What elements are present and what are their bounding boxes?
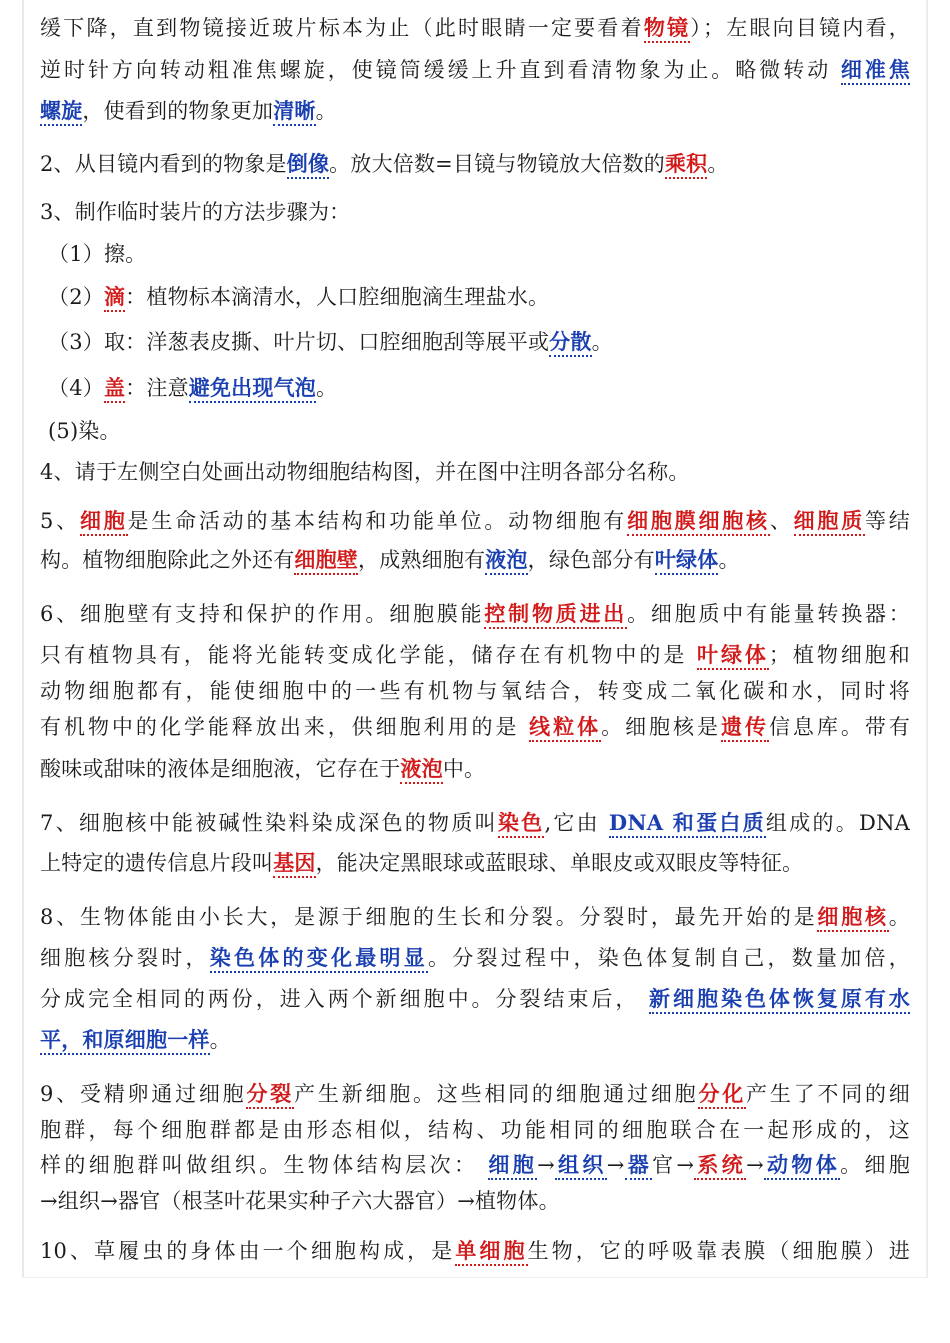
text-run: 5、	[40, 509, 80, 533]
keyword-red: 叶绿体	[697, 642, 769, 670]
line-22	[40, 943, 910, 973]
keyword-red: 滴	[104, 284, 125, 312]
keyword-red: 分裂	[246, 1081, 294, 1109]
text-run: ：注意	[125, 376, 189, 400]
text-run: 产生了不同的细	[746, 1082, 910, 1106]
text-run: 生物，它的呼吸靠表膜（细胞膜）进	[527, 1239, 910, 1263]
text-run: 产生新细胞。这些相同的细胞通过细胞	[294, 1082, 699, 1106]
text-run: 样的细胞群叫做组织。生物体结构层次：	[40, 1153, 489, 1177]
text-run: 。	[315, 99, 337, 123]
keyword-red: 单细胞	[455, 1238, 527, 1266]
text-run: 只有植物具有，能将光能转变成化学能，储存在有机物中的是	[40, 643, 697, 667]
text-run: 动物细胞都有，能使细胞中的一些有机物与氧结合，转变成二氧化碳和水，同时将	[40, 679, 910, 703]
text-run: 3、制作临时装片的方法步骤为：	[40, 200, 351, 224]
text-run: →	[746, 1153, 764, 1177]
keyword-red: 线粒体	[529, 714, 601, 742]
keyword-red: 盖	[104, 375, 125, 403]
text-run: 分成完全相同的两份，进入两个新细胞中。分裂结束后，	[40, 987, 650, 1011]
text-run: 中。	[442, 757, 486, 781]
text-run: 上特定的遗传信息片段叫	[40, 851, 274, 875]
line-12	[40, 506, 910, 536]
keyword-red: 细胞核	[817, 904, 888, 932]
keyword-blue: 细胞	[488, 1152, 537, 1180]
line-04	[40, 149, 910, 179]
text-run: 。放大倍数=目镜与物镜放大倍数的	[329, 152, 665, 176]
page-border-right	[926, 0, 928, 1278]
page-border-left	[22, 0, 24, 1278]
keyword-blue: 细准焦	[841, 57, 910, 85]
text-run: 。	[209, 1028, 231, 1052]
line-27	[40, 1150, 910, 1180]
keyword-red: 遗传	[721, 714, 769, 742]
text-run: 4、请于左侧空白处画出动物细胞结构图，并在图中注明各部分名称。	[40, 460, 690, 484]
text-run: 6、细胞壁有支持和保护的作用。细胞膜能	[40, 602, 485, 626]
text-run: 组成的。DNA	[765, 811, 910, 835]
text-run: ）；左眼向目镜内看，	[690, 16, 910, 40]
text-run: 酸味或甜味的液体是细胞液，它存在于	[40, 757, 401, 781]
keyword-blue: 避免出现气泡	[189, 375, 316, 403]
text-run: 有机物中的化学能释放出来，供细胞利用的是	[40, 715, 530, 739]
keyword-red: 分化	[698, 1081, 746, 1109]
text-run: ,它由	[544, 811, 609, 835]
text-run: 是生命活动的基本结构和功能单位。动物细胞有	[127, 509, 628, 533]
text-run: 10、草履虫的身体由一个细胞构成，是	[40, 1239, 456, 1263]
line-16	[40, 676, 910, 706]
text-run: 。细胞质中有能量转换器：	[627, 602, 910, 626]
text-run: ，绿色部分有	[527, 548, 655, 572]
keyword-red: 细胞质	[794, 508, 865, 536]
text-run: 8、生物体能由小长大，是源于细胞的生长和分裂。分裂时，最先开始的是	[40, 905, 818, 929]
line-08	[48, 327, 910, 357]
line-07	[48, 282, 910, 312]
text-run: ，成熟细胞有	[358, 548, 486, 572]
keyword-red: 细胞	[80, 508, 128, 536]
text-run: 等结	[865, 509, 910, 533]
keyword-blue: 动物体	[764, 1152, 840, 1180]
keyword-red: 基因	[273, 850, 315, 878]
keyword-blue: 清晰	[273, 98, 315, 126]
text-run: 构。植物细胞除此之外还有	[40, 548, 295, 572]
line-26	[40, 1115, 910, 1145]
text-run: 细胞核分裂时，	[40, 946, 210, 970]
keyword-blue: 液泡	[485, 547, 527, 575]
text-run: 。	[888, 905, 910, 929]
text-run: 9、受精卵通过细胞	[40, 1082, 247, 1106]
line-18	[40, 754, 910, 784]
keyword-blue: 螺旋	[40, 98, 82, 126]
text-run: 。	[707, 152, 729, 176]
text-run: （4）	[48, 376, 104, 400]
keyword-red: 液泡	[400, 756, 442, 784]
line-01	[40, 13, 910, 43]
text-run: →	[537, 1153, 555, 1177]
line-11	[40, 457, 910, 487]
line-03	[40, 96, 910, 126]
keyword-blue: DNA 和蛋白质	[609, 810, 766, 838]
line-17	[40, 712, 910, 742]
text-run: 官→	[652, 1153, 695, 1177]
line-23	[40, 984, 910, 1014]
line-06	[48, 239, 910, 269]
text-run: （1）擦。	[48, 242, 147, 266]
text-run: →组织→器官（根茎叶花果实种子六大器官）→植物体。	[40, 1189, 560, 1213]
keyword-red: 细胞膜细胞核	[627, 508, 770, 536]
keyword-red: 染色	[498, 810, 545, 838]
line-25	[40, 1079, 910, 1109]
line-10	[48, 416, 910, 446]
line-29	[40, 1236, 910, 1266]
line-15	[40, 640, 910, 670]
text-run: →	[606, 1153, 625, 1177]
text-run: 缓下降，直到物镜接近玻片标本为止（此时眼睛一定要看着	[40, 16, 644, 40]
text-run: （2）	[48, 285, 104, 309]
line-21	[40, 902, 910, 932]
text-run: 逆时针方向转动粗准焦螺旋，使镜筒缓缓上升直到看清物象为止。略微转动	[40, 58, 841, 82]
keyword-blue: 组织	[555, 1152, 607, 1180]
page-border-bottom	[22, 1277, 928, 1278]
text-run: ，使看到的物象更加	[82, 99, 274, 123]
text-run: 信息库。带有	[768, 715, 910, 739]
text-run: 2、从目镜内看到的物象是	[40, 152, 287, 176]
text-run: ：植物标本滴清水，人口腔细胞滴生理盐水。	[125, 285, 550, 309]
line-02	[40, 55, 910, 85]
keyword-red: 控制物质进出	[484, 601, 627, 629]
line-24	[40, 1025, 910, 1055]
line-09	[48, 373, 910, 403]
text-run: 。	[315, 376, 338, 400]
keyword-blue: 分散	[549, 329, 591, 357]
line-05	[40, 197, 910, 227]
keyword-blue: 新细胞染色体恢复原有水	[649, 986, 910, 1014]
text-run: (5)染。	[48, 419, 121, 443]
text-run: 7、细胞核中能被碱性染料染成深色的物质叫	[40, 811, 498, 835]
line-20	[40, 848, 910, 878]
line-19	[40, 808, 910, 838]
keyword-red: 细胞壁	[294, 547, 358, 575]
line-14	[40, 599, 910, 629]
keyword-blue: 倒像	[287, 151, 329, 179]
text-run: ，能决定黑眼球或蓝眼球、单眼皮或双眼皮等特征。	[315, 851, 804, 875]
text-run: ；植物细胞和	[768, 643, 910, 667]
line-13	[40, 545, 910, 575]
keyword-blue: 染色体的变化最明显	[210, 945, 428, 973]
keyword-blue: 器	[625, 1152, 653, 1180]
keyword-blue: 平，和原细胞一样	[40, 1027, 210, 1055]
keyword-blue: 叶绿体	[655, 547, 719, 575]
text-run: 、	[769, 509, 794, 533]
text-run: 。细胞核是	[601, 715, 721, 739]
text-run: 。分裂过程中，染色体复制自己，数量加倍，	[428, 946, 910, 970]
keyword-red: 乘积	[665, 151, 707, 179]
keyword-red: 物镜	[644, 15, 690, 43]
text-run: 。	[591, 330, 613, 354]
text-run: 。	[718, 548, 740, 572]
text-run: 胞群，每个细胞群都是由形态相似，结构、功能相同的细胞联合在一起形成的，这	[40, 1118, 910, 1142]
text-run: （3）取：洋葱表皮撕、叶片切、口腔细胞刮等展平或	[48, 330, 550, 354]
text-run: 。细胞	[840, 1153, 910, 1177]
line-28	[40, 1186, 910, 1216]
keyword-red: 系统	[694, 1152, 746, 1180]
